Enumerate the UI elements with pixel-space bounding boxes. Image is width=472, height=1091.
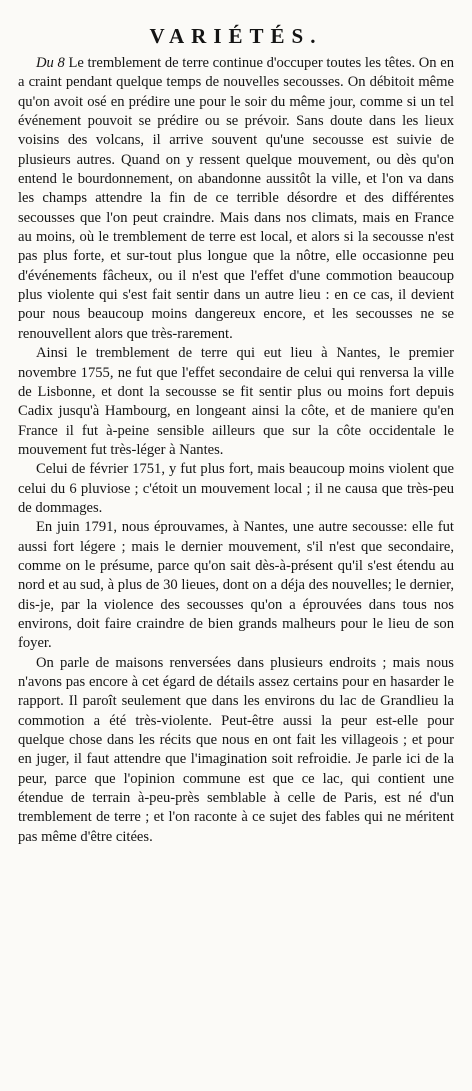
section-title: VARIÉTÉS.: [149, 24, 323, 48]
article-paragraph-2: Ainsi le tremblement de terre qui eut lieu à Nantes, le premier novembre 1755, ne fut que l'effet secondaire de celui qui renversa la ville de Lisbonne, et dont la secousse se fit sentir plus ou moins fort depuis Cadix jusqu'à Hambourg, en longeant ainsi la côte, et de maniere qu'en France il fut à-peine sensible ailleurs que sur la côte occidentale le mouvement fut très-léger à Nantes.: [18, 345, 454, 458]
article-paragraph-3: Celui de février 1751, y fut plus fort, mais beaucoup moins violent que celui du 6 pluviose ; c'étoit un mouvement local ; il ne causa que très-peu de dommages.: [18, 461, 454, 516]
article-paragraph-1: [18, 54, 454, 344]
article-paragraph-4: En juin 1791, nous éprouvames, à Nantes, une autre secousse: elle fut aussi fort légere ; mais le dernier mouvement, s'il n'est que secondaire, comme on le présume, parce qu'on sait dès-à-présent qu'il s'est étendu au nord et au sud, à plus de 30 lieues, dont on a déja des nouvelles; le dernier, dis-je, par la violence des secousses qu'on a éprouvées dans tous nos environs, doit faire craindre de bien grands malheurs pour le lieu de son foyer.: [18, 519, 454, 652]
article-paragraph-5: On parle de maisons renversées dans plusieurs endroits ; mais nous n'avons pas encore à cet égard de détails assez certains pour en hasarder le rapport. Il paroît seulement que dans les environs du lac de Grandlieu la commotion a été très-violente. Peut-être aussi la peur est-elle pour quelque chose dans les récits que nous en ont fait les villageois ; et pour en juger, il faut attendre que l'imagination soit refroidie. Je parle ici de la peur, parce que l'opinion commune est que ce lac, qui contient une étendue de terrain à-peu-près semblable à celle de Paris, est né d'un tremblement de terre ; et l'on raconte à ce sujet des fables qui ne méritent pas même d'être citées.: [18, 654, 454, 845]
dateline: Du 8: [36, 55, 65, 71]
paragraph-text: Le tremblement de terre continue d'occuper toutes les têtes. On en a craint pendant quelque temps de nouvelles secousses. On débitoit même qu'on avoit osé en prédire une pour le soir du même jour, comme si un tel événement pouvoit se prédire ou se prévoir. Sans doute dans les lieux voisins des volcans, il arrive souvent qu'une secousse est suivie de plusieurs autres. Quand on y ressent quelque mouvement, ou dès qu'on entend le bourdonnement, on abandonne aussitôt la ville, et l'on va dans les champs attendre la fin de ce terrible désordre et des différentes secousses que l'on peut craindre. Mais dans nos climats, mais en France au moins, où le tremblement de terre est local, et alors si la secousse n'est pas plus forte, et sur-tout plus longue que la nôtre, elle occasionne peu d'événements fâcheux, ou il n'est que l'effet d'une commotion beaucoup plus violente qui s'est fait sentir dans un autre lieu : en ce cas, il devient pour nous beaucoup moins dangereux encore, et les secousses ne se renouvellent alors que très-rarement.: [18, 55, 455, 342]
